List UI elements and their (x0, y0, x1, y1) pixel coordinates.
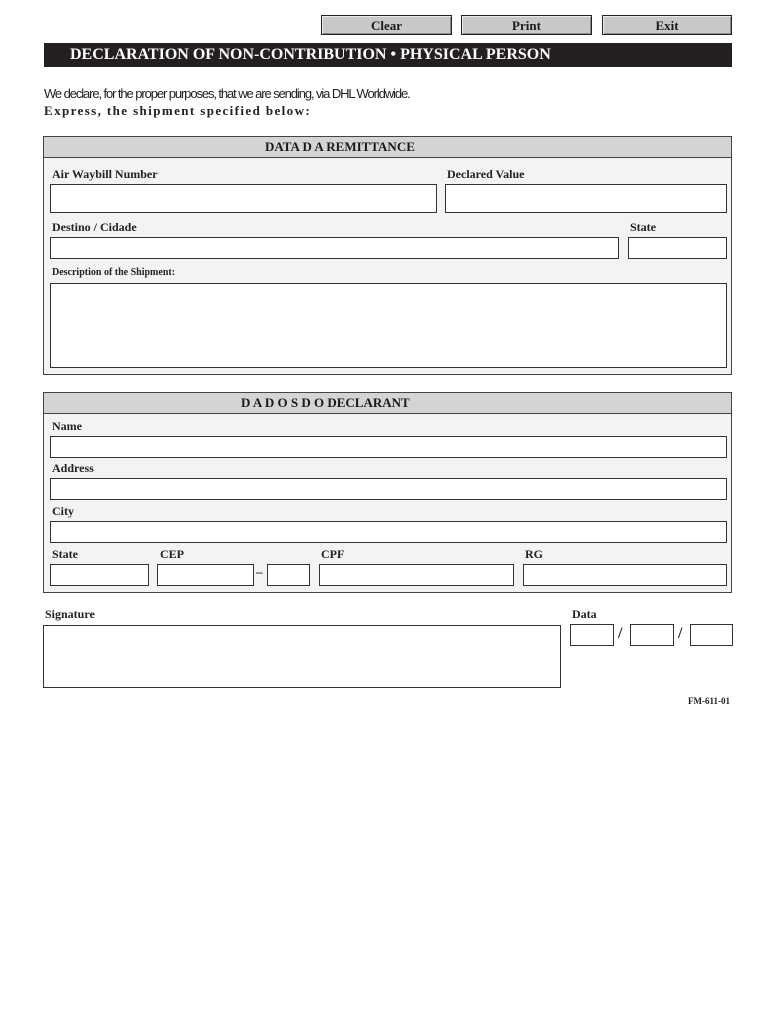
address-label: Address (52, 461, 94, 475)
exit-button[interactable]: Exit (602, 15, 732, 35)
declared-value-label: Declared Value (447, 167, 525, 181)
cep-suffix-input[interactable] (267, 564, 310, 586)
date-year-input[interactable] (690, 624, 733, 646)
declared-value-input[interactable] (445, 184, 727, 213)
description-textarea[interactable] (50, 283, 727, 368)
description-label: Description of the Shipment: (52, 267, 176, 278)
date-day-input[interactable] (570, 624, 614, 646)
cep-label: CEP (160, 547, 184, 561)
awb-label: Air Waybill Number (52, 167, 158, 181)
cep-separator: – (256, 564, 263, 579)
city-label: City (52, 504, 74, 518)
state-input[interactable] (628, 237, 727, 259)
rg-input[interactable] (523, 564, 727, 586)
cpf-label: CPF (321, 547, 345, 561)
date-separator-1: / (618, 625, 623, 642)
city-input[interactable] (50, 521, 727, 543)
page-title: DECLARATION OF NON-CONTRIBUTION • PHYSICAL PERSON (44, 43, 732, 67)
destination-label: Destino / Cidade (52, 220, 137, 234)
print-button[interactable]: Print (461, 15, 592, 35)
rg-label: RG (525, 547, 543, 561)
declarant-section (43, 392, 732, 593)
destination-input[interactable] (50, 237, 619, 259)
date-month-input[interactable] (630, 624, 674, 646)
declarant-state-label: State (52, 547, 78, 561)
name-label: Name (52, 419, 82, 433)
date-separator-2: / (678, 625, 683, 642)
name-input[interactable] (50, 436, 727, 458)
awb-input[interactable] (50, 184, 437, 213)
intro-text-line2: Express, the shipment specified below: (44, 103, 312, 118)
clear-button[interactable]: Clear (321, 15, 452, 35)
intro-text-line1: We declare, for the proper purposes, that we are sending, via DHL Worldwide. (44, 86, 410, 101)
cep-prefix-input[interactable] (157, 564, 254, 586)
form-code: FM-611-01 (688, 696, 730, 706)
remittance-heading: DATA D A REMITTANCE (44, 137, 731, 158)
remittance-section (43, 136, 732, 375)
signature-box[interactable] (43, 625, 561, 688)
address-input[interactable] (50, 478, 727, 500)
declarant-heading: D A D O S D O DECLARANT (44, 393, 731, 414)
cpf-input[interactable] (319, 564, 514, 586)
date-label: Data (572, 607, 597, 621)
state-label: State (630, 220, 656, 234)
declarant-state-input[interactable] (50, 564, 149, 586)
signature-label: Signature (45, 607, 95, 621)
